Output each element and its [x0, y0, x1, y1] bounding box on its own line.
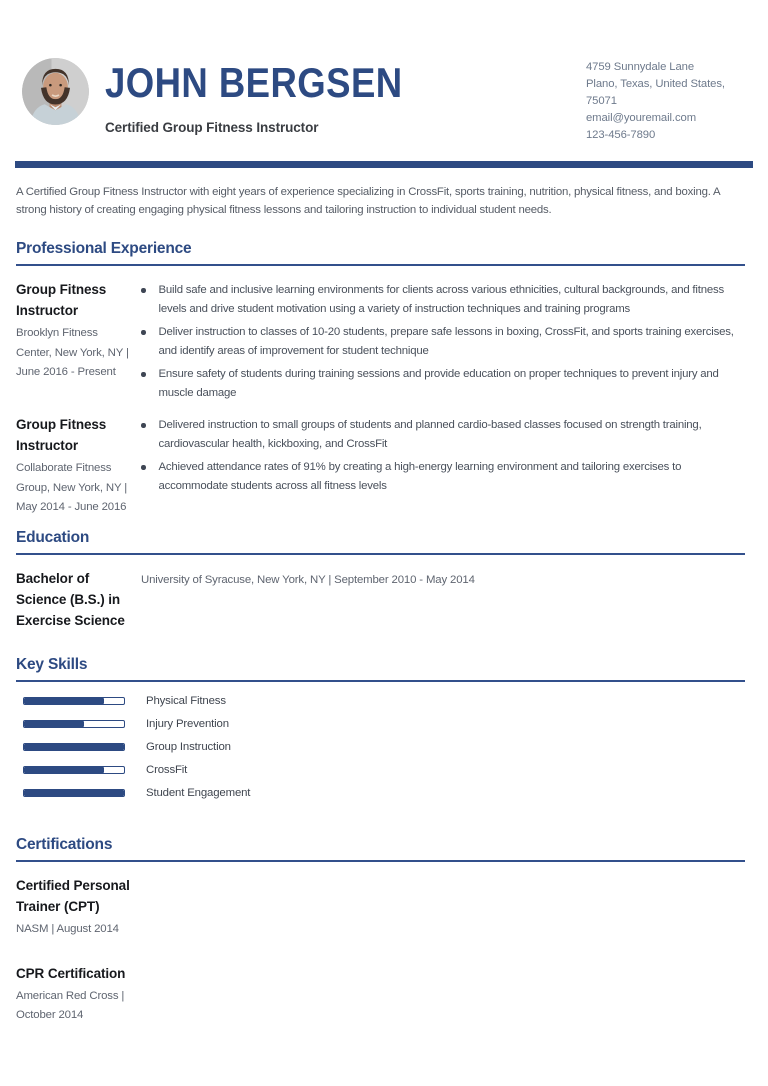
skill-label: Physical Fitness — [146, 694, 226, 707]
certification-entry — [16, 875, 146, 939]
bullet-item — [141, 323, 745, 361]
skill-bar — [23, 720, 125, 728]
skill-bar-fill — [24, 721, 84, 727]
bullet-item — [141, 365, 745, 403]
candidate-name: JOHN BERGSEN — [105, 59, 403, 106]
contact-line: Plano, Texas, United States, — [586, 78, 725, 90]
certification-entries — [16, 875, 745, 1025]
contact-info — [586, 58, 746, 144]
header — [0, 0, 768, 144]
certification-issuer-date: American Red Cross | October 2014 — [16, 989, 125, 1021]
section-experience — [16, 239, 745, 518]
skill-bar — [23, 766, 125, 774]
job-left-column — [16, 414, 129, 518]
section-heading-experience: Professional Experience — [16, 240, 192, 258]
bullet-item — [141, 281, 745, 319]
skill-bar-fill — [24, 744, 124, 750]
skill-row — [23, 740, 745, 754]
job-entry — [16, 414, 745, 518]
bullet-text: Build safe and inclusive learning environments for clients across various ethnicities, cultural backgrounds, and fitness levels and drive student motivation using a variety of instruction techniques and training programs — [158, 284, 724, 316]
bullet-text: Ensure safety of students during training sessions and provide education on proper techniques to prevent injury and muscle damage — [158, 368, 719, 400]
skill-bar — [23, 789, 125, 797]
skill-row — [23, 717, 745, 731]
skill-bar — [23, 743, 125, 751]
skill-bar — [23, 697, 125, 705]
header-divider-bar — [15, 161, 753, 168]
section-heading-certifications: Certifications — [16, 835, 113, 853]
bullet-item — [141, 458, 745, 496]
education-entry — [16, 568, 745, 631]
job-company-dates: Collaborate Fitness Group, New York, NY | May 2014 - June 2016 — [16, 462, 128, 514]
bullet-dot-icon — [141, 330, 146, 335]
bullet-text: Achieved attendance rates of 91% by creating a high-energy learning environment and tailoring exercises to accommodate students across all fitness levels — [158, 461, 682, 493]
skill-bar-fill — [24, 767, 104, 773]
skill-bar-fill — [24, 698, 104, 704]
job-company-dates: Brooklyn Fitness Center, New York, NY | June 2016 - Present — [16, 327, 129, 379]
profile-photo-illustration — [22, 58, 89, 125]
experience-entries — [16, 279, 745, 518]
bullet-dot-icon — [141, 372, 146, 377]
contact-line: 123-456-7890 — [586, 129, 656, 141]
bullet-dot-icon — [141, 465, 146, 470]
section-heading-key-skills: Key Skills — [16, 655, 88, 673]
skills-list — [16, 694, 745, 800]
skill-row — [23, 786, 745, 800]
bullet-dot-icon — [141, 288, 146, 293]
skill-row — [23, 763, 745, 777]
section-education — [16, 528, 745, 631]
contact-line: email@youremail.com — [586, 112, 697, 124]
candidate-job-title: Certified Group Fitness Instructor — [105, 120, 319, 135]
job-title: Group Fitness Instructor — [16, 282, 107, 319]
section-heading-education: Education — [16, 528, 90, 546]
certification-issuer-date: NASM | August 2014 — [16, 922, 119, 935]
contact-line: 75071 — [586, 95, 617, 107]
certification-title: Certified Personal Trainer (CPT) — [16, 877, 130, 914]
name-block — [105, 58, 447, 144]
education-details: University of Syracuse, New York, NY | September 2010 - May 2014 — [141, 573, 475, 586]
section-rule — [16, 553, 745, 555]
job-entry — [16, 279, 745, 407]
skill-label: Student Engagement — [146, 786, 251, 799]
skill-row — [23, 694, 745, 708]
skill-bar-fill — [24, 790, 124, 796]
bullet-dot-icon — [141, 423, 146, 428]
contact-line: 4759 Sunnydale Lane — [586, 61, 695, 73]
certification-title: CPR Certification — [16, 965, 126, 981]
section-rule — [16, 680, 745, 682]
skill-label: Group Instruction — [146, 740, 231, 753]
job-left-column — [16, 279, 129, 407]
section-certifications — [16, 835, 745, 1025]
section-rule — [16, 860, 745, 862]
skill-label: CrossFit — [146, 763, 188, 776]
bullet-text: Delivered instruction to small groups of students and planned cardio-based classes focused on strength training, cardiovascular health, kickboxing, and CrossFit — [158, 419, 702, 451]
certification-entry — [16, 963, 146, 1025]
section-rule — [16, 264, 745, 266]
profile-summary: A Certified Group Fitness Instructor with eight years of experience specializing in CrossFit, sports training, nutrition, physical fitness, and boxing. A strong history of creating engaging physical fitness lessons and tailoring instruction to individual student needs. — [16, 186, 720, 216]
job-bullets — [141, 414, 745, 518]
profile-photo — [22, 58, 89, 125]
education-degree: Bachelor of Science (B.S.) in Exercise Science — [16, 570, 125, 628]
job-bullets — [141, 279, 745, 407]
job-title: Group Fitness Instructor — [16, 417, 107, 454]
bullet-item — [141, 416, 745, 454]
section-key-skills — [16, 655, 745, 800]
skill-label: Injury Prevention — [146, 717, 229, 730]
education-degree-column — [16, 568, 129, 631]
bullet-text: Deliver instruction to classes of 10-20 students, prepare safe lessons in boxing, CrossFit, and sports training exercises, and identify areas of improvement for student technique — [158, 326, 734, 358]
